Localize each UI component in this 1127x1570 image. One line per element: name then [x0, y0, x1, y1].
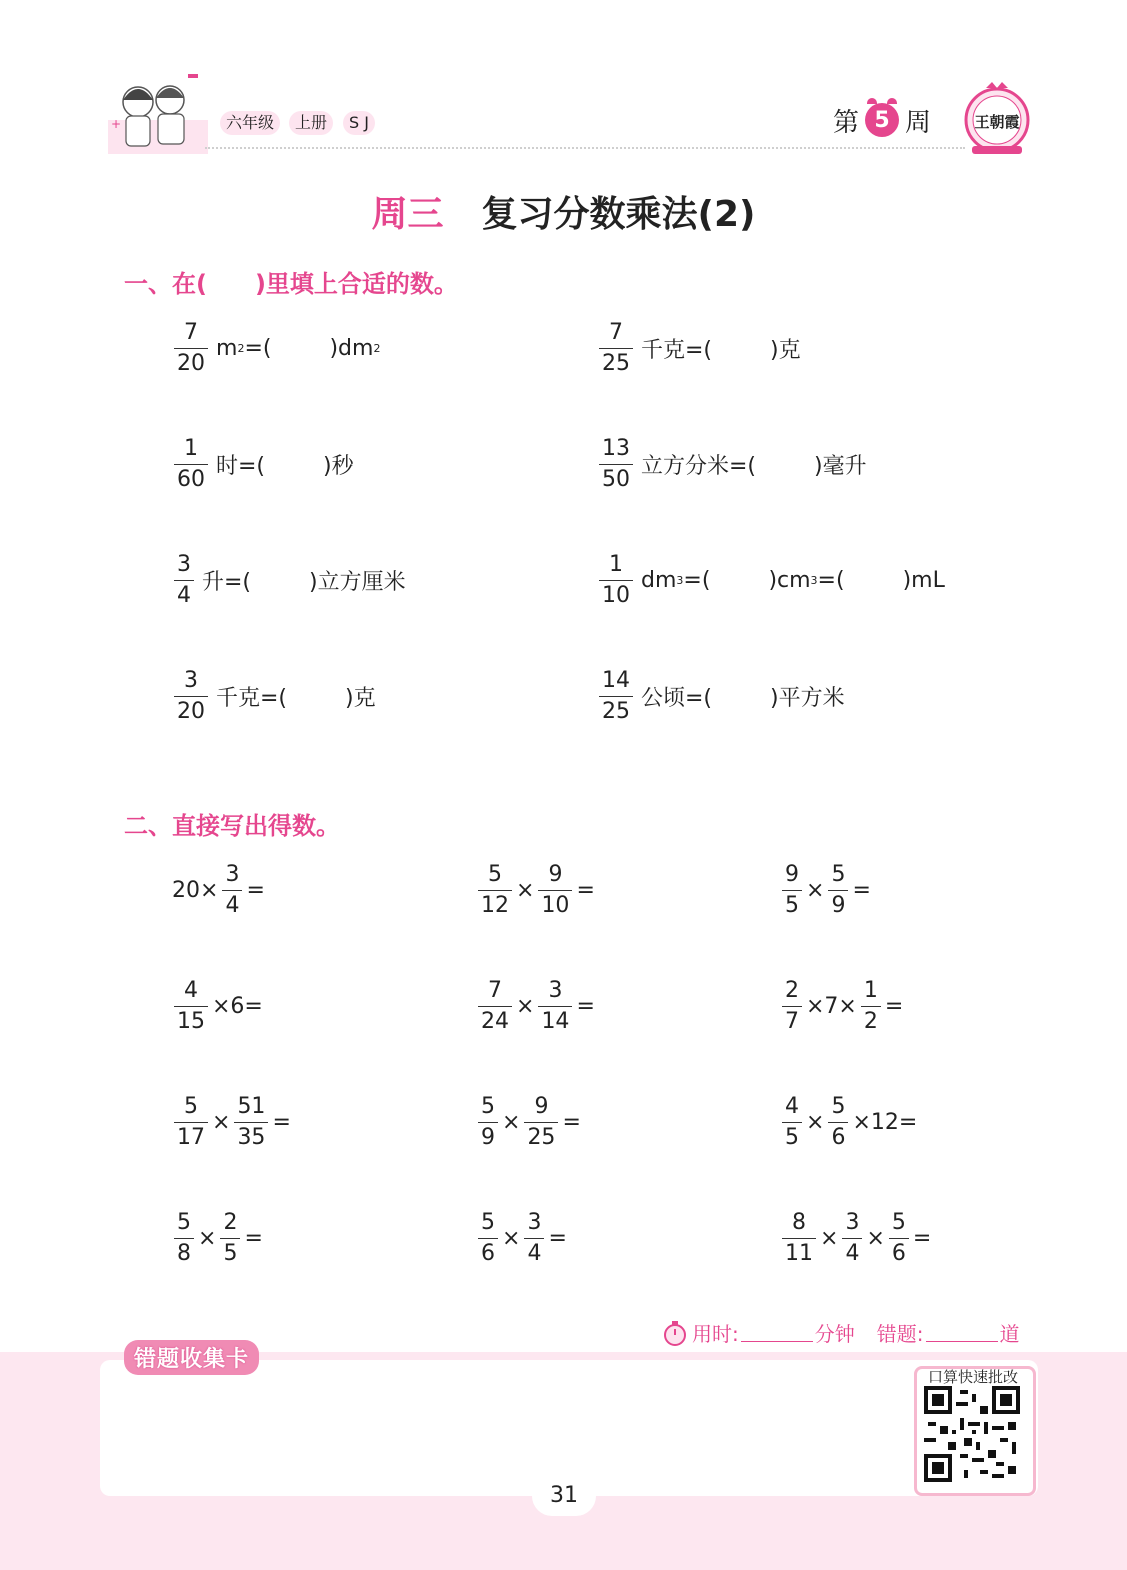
fraction: $\frac{3}{4}$ — [222, 862, 242, 919]
fraction: $\frac{7}{25}$ — [599, 320, 633, 377]
calc-item: $\frac{7}{24}$ × $\frac{3}{14}$ = — [474, 978, 595, 1035]
calc-item: $\frac{2}{7}$ ×7× $\frac{1}{2}$ = — [778, 978, 903, 1035]
time-label: 用时: — [692, 1322, 739, 1346]
title-day: 周三 — [371, 194, 444, 235]
fraction: $\frac{5}{9}$ — [828, 862, 848, 919]
fraction: $\frac{5}{17}$ — [174, 1094, 208, 1151]
fraction: $\frac{3}{14}$ — [538, 978, 572, 1035]
errors-label: 错题: — [876, 1322, 924, 1346]
calc-item: $\frac{5}{8}$ × $\frac{2}{5}$ = — [170, 1210, 263, 1267]
svg-text:+: + — [111, 117, 122, 131]
title-topic: 复习分数乘法(2) — [481, 194, 756, 235]
week-prefix: 第 — [833, 107, 860, 138]
fraction: $\frac{9}{5}$ — [782, 862, 802, 919]
section2-heading: 二、直接写出得数。 — [124, 812, 340, 840]
conversion-item: $\frac{3}{4}$ 升=( )立方厘米 — [170, 552, 406, 609]
fraction: $\frac{5}{6}$ — [478, 1210, 498, 1267]
qr-code[interactable] — [924, 1386, 1020, 1482]
calc-item: $\frac{5}{17}$ × $\frac{51}{35}$ = — [170, 1094, 291, 1151]
calc-item: $\frac{5}{6}$ × $\frac{3}{4}$ = — [474, 1210, 567, 1267]
fraction: $\frac{2}{5}$ — [220, 1210, 240, 1267]
errors-unit: 道 — [999, 1322, 1020, 1346]
page-title — [0, 186, 1127, 237]
time-input[interactable] — [741, 1323, 813, 1342]
kids-illustration — [108, 70, 208, 156]
fraction: $\frac{3}{4}$ — [174, 552, 194, 609]
edition-label: S J — [343, 111, 375, 135]
fraction: $\frac{8}{11}$ — [782, 1210, 816, 1267]
fraction: $\frac{9}{25}$ — [524, 1094, 558, 1151]
fraction: $\frac{51}{35}$ — [234, 1094, 268, 1151]
fraction: $\frac{5}{12}$ — [478, 862, 512, 919]
conversion-item: $\frac{7}{25}$ 千克=( )克 — [595, 320, 801, 377]
fraction: $\frac{2}{7}$ — [782, 978, 802, 1035]
week-number-badge: 5 — [865, 103, 899, 137]
week-suffix: 周 — [905, 107, 932, 138]
fraction: $\frac{5}{6}$ — [828, 1094, 848, 1151]
stopwatch-icon — [662, 1320, 688, 1346]
calc-item: $\frac{4}{15}$ ×6= — [170, 978, 263, 1035]
fraction: $\frac{9}{10}$ — [538, 862, 572, 919]
conversion-item: $\frac{3}{20}$ 千克=( )克 — [170, 668, 376, 725]
conversion-item: $\frac{13}{50}$ 立方分米=( )毫升 — [595, 436, 867, 493]
fraction: $\frac{1}{2}$ — [861, 978, 881, 1035]
fraction: $\frac{7}{20}$ — [174, 320, 208, 377]
grade-label: 六年级 — [220, 111, 280, 135]
fraction: $\frac{5}{8}$ — [174, 1210, 194, 1267]
fraction: $\frac{7}{24}$ — [478, 978, 512, 1035]
volume-label: 上册 — [289, 111, 333, 135]
fraction: $\frac{1}{10}$ — [599, 552, 633, 609]
qr-caption: 口算快速批改 — [927, 1368, 1018, 1386]
fraction: $\frac{4}{15}$ — [174, 978, 208, 1035]
errors-input[interactable] — [926, 1323, 998, 1342]
brand-name: 王朝霞 — [974, 113, 1020, 131]
page-number: 31 — [532, 1476, 596, 1516]
calc-item: $\frac{5}{12}$ × $\frac{9}{10}$ = — [474, 862, 595, 919]
conversion-item: $\frac{14}{25}$ 公顷=( )平方米 — [595, 668, 845, 725]
calc-item: $\frac{9}{5}$ × $\frac{5}{9}$ = — [778, 862, 871, 919]
calc-item: $\frac{4}{5}$ × $\frac{5}{6}$ ×12= — [778, 1094, 917, 1151]
header-divider — [205, 147, 965, 149]
calc-item: $\frac{5}{9}$ × $\frac{9}{25}$ = — [474, 1094, 581, 1151]
time-unit: 分钟 — [814, 1322, 855, 1346]
time-and-errors — [662, 1318, 1020, 1347]
section1-heading: 一、在( )里填上合适的数。 — [124, 270, 458, 298]
fraction: $\frac{3}{20}$ — [174, 668, 208, 725]
fraction: $\frac{3}{4}$ — [524, 1210, 544, 1267]
fraction: $\frac{5}{6}$ — [889, 1210, 909, 1267]
calc-item: 20× $\frac{3}{4}$ = — [172, 862, 265, 918]
card-title: 错题收集卡 — [124, 1340, 259, 1375]
calc-item: $\frac{8}{11}$ × $\frac{3}{4}$ × $\frac{5}{6}$ = — [778, 1210, 931, 1267]
fraction: $\frac{14}{25}$ — [599, 668, 633, 725]
brand-logo — [962, 80, 1032, 156]
week-indicator — [833, 100, 931, 140]
conversion-item: $\frac{1}{10}$ dm 3 =( )cm 3 =( )mL — [595, 552, 945, 609]
fraction: $\frac{4}{5}$ — [782, 1094, 802, 1151]
fraction: $\frac{5}{9}$ — [478, 1094, 498, 1151]
conversion-item: $\frac{7}{20}$ m 2 =( )dm 2 — [170, 320, 380, 377]
fraction: $\frac{1}{60}$ — [174, 436, 208, 493]
fraction: $\frac{13}{50}$ — [599, 436, 633, 493]
fraction: $\frac{3}{4}$ — [842, 1210, 862, 1267]
conversion-item: $\frac{1}{60}$ 时=( )秒 — [170, 436, 354, 493]
